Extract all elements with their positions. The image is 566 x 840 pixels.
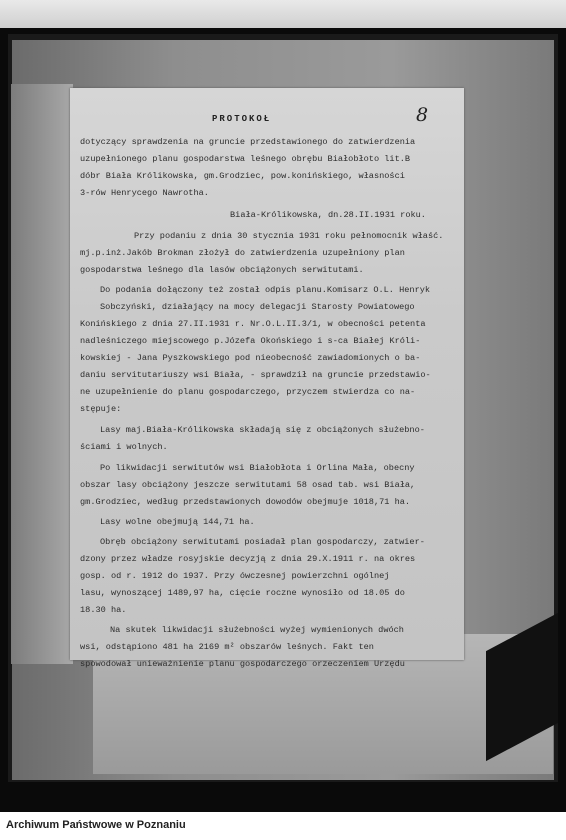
text-line: Konińskiego z dnia 27.II.1931 r. Nr.O.L.II.3/1, w obecności petenta	[80, 319, 426, 329]
text-line: lasu, wynoszącej 1489,97 ha, cięcie roczne wynosiło od 18.05 do	[80, 588, 405, 598]
text-line: gm.Grodziec, według przedstawionych dowodów obejmuje 1018,71 ha.	[80, 497, 411, 507]
text-line: stępuje:	[80, 404, 122, 414]
text-line: Lasy maj.Biała-Królikowska składają się z obciążonych służebno-	[100, 425, 425, 435]
text-line: spowodował unieważnienie planu gospodarczego orzeczeniem Urzędu	[80, 659, 405, 669]
text-line: Na skutek likwidacji służebności wyżej wymienionych dwóch	[110, 625, 404, 635]
text-line: daniu servitutariuszy wsi Biała, - sprawdził na gruncie przedstawio-	[80, 370, 431, 380]
text-line: 3-rów Henrycego Nawrotha.	[80, 188, 209, 198]
microfilm-scan	[8, 34, 558, 782]
archive-footer	[0, 812, 566, 840]
text-line: ściami i wolnych.	[80, 442, 168, 452]
text-line: dóbr Biała Królikowska, gm.Grodziec, pow.konińskiego, własności	[80, 171, 405, 181]
text-line: uzupełnionego planu gospodarstwa leśnego obrębu Białobłoto lit.B	[80, 154, 411, 164]
archive-name: Archiwum Państwowe w Poznaniu	[6, 819, 186, 831]
left-page-edge	[11, 84, 73, 664]
text-line: Przy podaniu z dnia 30 stycznia 1931 roku pełnomocnik właść.	[134, 231, 444, 241]
text-line: dotyczący sprawdzenia na gruncie przedstawionego do zatwierdzenia	[80, 137, 416, 147]
text-line: obszar lasy obciążony jeszcze serwitutami 58 osad tab. wsi Biała,	[80, 480, 416, 490]
text-line: gosp. od r. 1912 do 1937. Przy ówczesnej powierzchni ogólnej	[80, 571, 390, 581]
text-line: wsi, odstąpiono 481 ha 2169 m² obszarów leśnych. Fakt ten	[80, 642, 374, 652]
document-title: PROTOKOŁ	[212, 114, 272, 124]
text-line: Lasy wolne obejmują 144,71 ha.	[100, 517, 255, 527]
text-line: Do podania dołączony też został odpis planu.Komisarz O.L. Henryk Sobczyński, działający na mocy delegacji Starosty Powiatowego	[100, 285, 431, 313]
top-strip	[0, 0, 566, 28]
text-line: Po likwidacji serwitutów wsi Białobłota i Orlina Mała, obecny	[100, 463, 415, 473]
text-line: mj.p.inż.Jakób Brokman złożył do zatwierdzenia uzupełniony plan	[80, 248, 405, 258]
text-line: kowskiej - Jana Pyszkowskiego pod nieobecność zawiadomionych o ba-	[80, 353, 421, 363]
page-number: 8	[416, 104, 429, 126]
text-line: gospodarstwa leśnego dla lasów obciążonych serwitutami.	[80, 265, 364, 275]
text-line: nadleśniczego miejscowego p.Józefa Okońskiego i s-ca Białej Króli-	[80, 336, 421, 346]
text-line: 18.30 ha.	[80, 605, 127, 615]
text-line: Obręb obciążony serwitutami posiadał plan gospodarczy, zatwier-	[100, 537, 425, 547]
text-line: dzony przez władze rosyjskie decyzją z dnia 29.X.1911 r. na okres	[80, 554, 416, 564]
text-line: ne uzupełnienie do planu gospodarczego, przyczem stwierdza co na-	[80, 387, 416, 397]
document-page	[70, 88, 464, 669]
text-line: Biała-Królikowska, dn.28.II.1931 roku.	[230, 210, 426, 220]
